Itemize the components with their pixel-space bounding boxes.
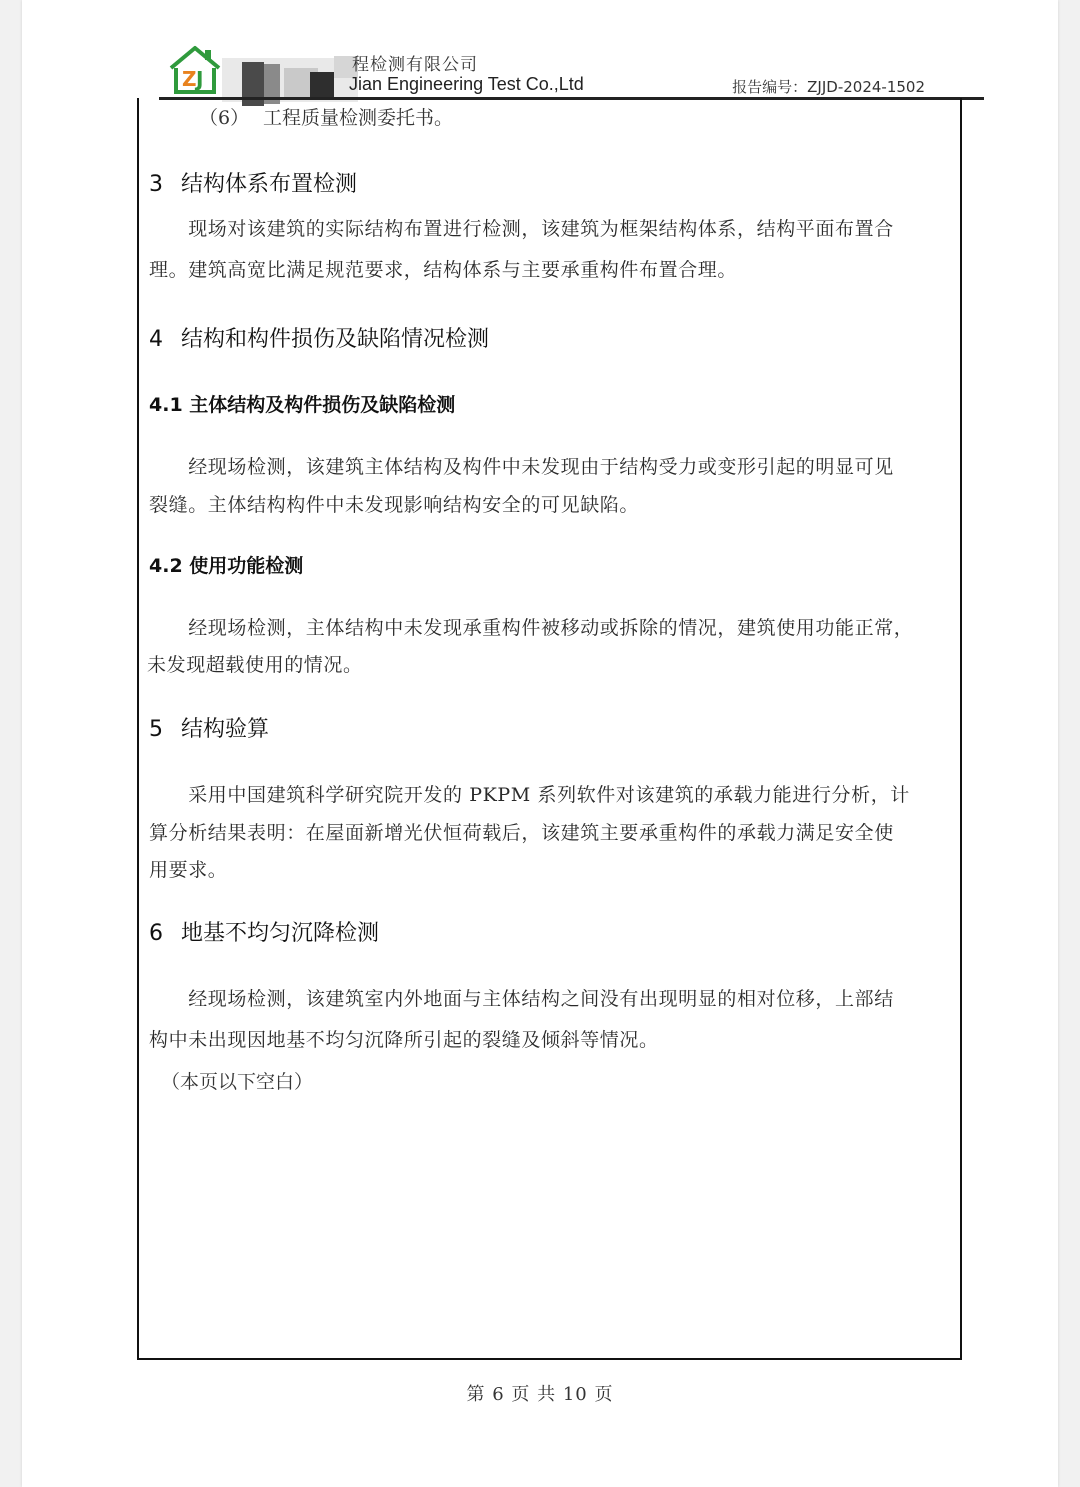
section-4-heading	[149, 322, 489, 353]
section-4-1-line-2: 裂缝。主体结构构件中未发现影响结构安全的可见缺陷。	[149, 494, 640, 516]
section-number: 3	[149, 172, 163, 197]
section-5-line-3: 用要求。	[149, 859, 228, 881]
section-6-line-2: 构中未出现因地基不均匀沉降所引起的裂缝及倾斜等情况。	[149, 1029, 659, 1051]
section-title: 地基不均匀沉降检测	[181, 921, 380, 946]
section-6-heading	[149, 916, 379, 947]
section-4-2-heading: 4.2 使用功能检测	[149, 555, 304, 577]
list-item-number: （6）	[199, 107, 250, 129]
section-3-heading	[149, 167, 357, 198]
section-5-line-1: 采用中国建筑科学研究院开发的 PKPM 系列软件对该建筑的承载力能进行分析，计	[149, 784, 910, 806]
section-4-2-line-1: 经现场检测，主体结构中未发现承重构件被移动或拆除的情况，建筑使用功能正常，	[149, 617, 914, 639]
blank-below-note: （本页以下空白）	[161, 1071, 314, 1093]
section-number: 4	[149, 327, 163, 352]
section-3-line-1: 现场对该建筑的实际结构布置进行检测，该建筑为框架结构体系，结构平面布置合	[149, 218, 894, 240]
report-number: 报告编号：ZJJD-2024-1502	[732, 78, 925, 96]
section-4-1-line-1: 经现场检测，该建筑主体结构及构件中未发现由于结构受力或变形引起的明显可见	[149, 456, 894, 478]
list-item-6	[199, 103, 453, 130]
section-4-1-heading: 4.1 主体结构及构件损伤及缺陷检测	[149, 394, 456, 416]
company-logo	[167, 44, 223, 96]
company-name-cn: 程检测有限公司	[352, 55, 478, 75]
svg-text:Z: Z	[182, 67, 197, 91]
company-name-en: Jian Engineering Test Co.,Ltd	[349, 74, 584, 94]
section-title: 结构验算	[181, 717, 270, 742]
section-5-line-2: 算分析结果表明：在屋面新增光伏恒荷载后，该建筑主要承重构件的承载力满足安全使	[149, 822, 894, 844]
section-title: 结构体系布置检测	[181, 172, 358, 197]
section-5-heading	[149, 712, 269, 743]
section-6-line-1: 经现场检测，该建筑室内外地面与主体结构之间没有出现明显的相对位移，上部结	[149, 988, 894, 1010]
svg-text:J: J	[196, 67, 204, 91]
section-3-line-2: 理。建筑高宽比满足规范要求，结构体系与主要承重构件布置合理。	[149, 259, 738, 281]
content-frame	[137, 98, 962, 1360]
section-4-2-line-2: 未发现超载使用的情况。	[147, 654, 363, 676]
page-footer: 第 6 页 共 10 页	[466, 1384, 614, 1405]
section-title: 结构和构件损伤及缺陷情况检测	[181, 327, 490, 352]
section-number: 6	[149, 921, 163, 946]
list-item-text: 工程质量检测委托书。	[263, 107, 454, 129]
section-number: 5	[149, 717, 163, 742]
